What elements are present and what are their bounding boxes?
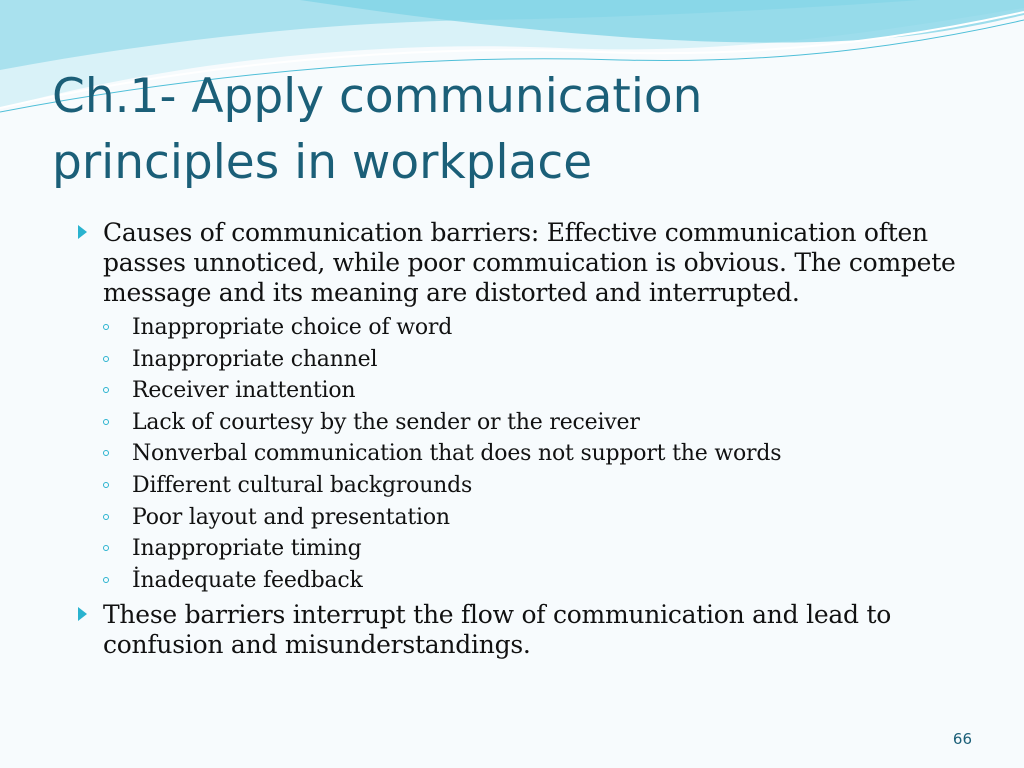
bullet-barriers-effect [72, 600, 992, 660]
circle-outline-icon [103, 482, 109, 488]
list-item-text: Inappropriate channel [132, 346, 378, 372]
bullet-text: These barriers interrupt the flow of communication and lead to confusion and misunderstandings. [103, 600, 892, 660]
slide-body [72, 218, 992, 660]
triangle-right-icon [78, 607, 87, 621]
circle-outline-icon [103, 356, 109, 362]
list-item [72, 502, 992, 534]
list-item [72, 344, 992, 376]
list-item-text: Inappropriate timing [132, 536, 362, 562]
list-item-text: İnadequate feedback [132, 567, 363, 593]
list-item-text: Receiver inattention [132, 378, 356, 404]
circle-outline-icon [103, 387, 109, 393]
list-item-text: Different cultural backgrounds [132, 472, 473, 498]
bullet-causes-of-barriers [72, 218, 992, 308]
circle-outline-icon [103, 514, 109, 520]
circle-outline-icon [103, 324, 109, 330]
list-item-text: Lack of courtesy by the sender or the receiver [132, 409, 640, 435]
list-item-text: Inappropriate choice of word [132, 315, 453, 340]
circle-outline-icon [103, 545, 109, 551]
circle-outline-icon [103, 577, 109, 583]
bullet-text: Causes of communication barriers: Effective communication often passes unnoticed, while poor commuication is obvious. The compete message and its meaning are distorted and interrupted. [103, 218, 956, 307]
list-item [72, 470, 992, 502]
list-item [72, 407, 992, 439]
list-item [72, 565, 992, 597]
circle-outline-icon [103, 450, 109, 456]
barrier-list [72, 312, 992, 596]
list-item-text: Poor layout and presentation [132, 504, 450, 530]
list-item [72, 438, 992, 470]
slide-title-line-1: Ch.1- Apply communication [52, 69, 703, 124]
list-item [72, 533, 992, 565]
slide-title-line-2: principles in workplace [52, 135, 593, 190]
page-number: 66 [952, 730, 972, 748]
slide-title [52, 64, 952, 196]
list-item-text: Nonverbal communication that does not support the words [132, 441, 782, 467]
list-item [72, 312, 992, 344]
triangle-right-icon [78, 225, 87, 239]
list-item [72, 375, 992, 407]
circle-outline-icon [103, 419, 109, 425]
